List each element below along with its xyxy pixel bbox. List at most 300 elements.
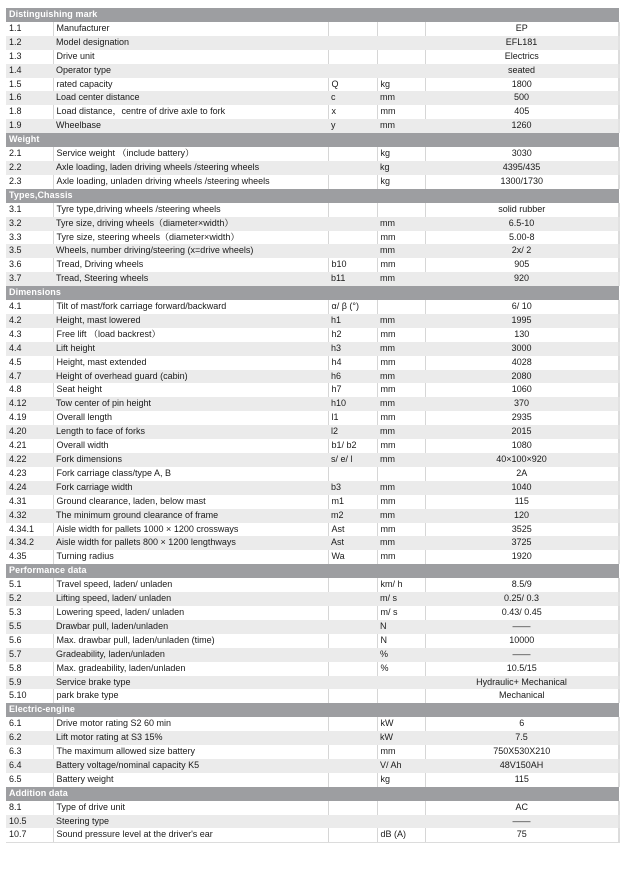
- row-number: 4.12: [6, 397, 53, 411]
- row-symbol: [328, 64, 377, 78]
- row-unit: mm: [377, 231, 425, 245]
- row-value: AC: [425, 801, 619, 815]
- row-unit: mm: [377, 536, 425, 550]
- row-item: Overall length: [53, 411, 328, 425]
- row-unit: mm: [377, 495, 425, 509]
- row-number: 4.7: [6, 370, 53, 384]
- row-item: Axle loading, laden driving wheels /steering wheels: [53, 161, 328, 175]
- row-value: ——: [425, 815, 619, 829]
- table-row: [6, 105, 619, 119]
- row-symbol: [328, 50, 377, 64]
- row-value: 10000: [425, 634, 619, 648]
- table-row: [6, 481, 619, 495]
- row-value: 75: [425, 828, 619, 842]
- row-unit: [377, 689, 425, 703]
- row-symbol: m2: [328, 509, 377, 523]
- row-item: Drawbar pull, laden/unladen: [53, 620, 328, 634]
- row-unit: dB (A): [377, 828, 425, 842]
- row-symbol: [328, 578, 377, 592]
- row-item: Max. gradeability, laden/unladen: [53, 662, 328, 676]
- row-number: 3.1: [6, 203, 53, 217]
- row-item: Turning radius: [53, 550, 328, 564]
- row-unit: mm: [377, 509, 425, 523]
- row-symbol: [328, 244, 377, 258]
- row-number: 1.1: [6, 22, 53, 36]
- row-item: Manufacturer: [53, 22, 328, 36]
- row-symbol: h2: [328, 328, 377, 342]
- row-value: 4028: [425, 356, 619, 370]
- row-symbol: h3: [328, 342, 377, 356]
- row-unit: %: [377, 662, 425, 676]
- row-unit: mm: [377, 453, 425, 467]
- row-symbol: [328, 467, 377, 481]
- row-number: 1.5: [6, 78, 53, 92]
- row-symbol: [328, 828, 377, 842]
- row-number: 5.3: [6, 606, 53, 620]
- row-number: 3.3: [6, 231, 53, 245]
- row-number: 5.5: [6, 620, 53, 634]
- row-symbol: α/ β (°): [328, 300, 377, 314]
- row-value: 1040: [425, 481, 619, 495]
- row-item: Lift height: [53, 342, 328, 356]
- table-row: [6, 161, 619, 175]
- row-unit: [377, 64, 425, 78]
- row-number: 1.8: [6, 105, 53, 119]
- row-unit: kg: [377, 78, 425, 92]
- row-unit: N: [377, 620, 425, 634]
- row-value: seated: [425, 64, 619, 78]
- row-item: Axle loading, unladen driving wheels /steering wheels: [53, 175, 328, 189]
- row-symbol: [328, 606, 377, 620]
- row-number: 1.2: [6, 36, 53, 50]
- table-row: [6, 64, 619, 78]
- row-value: 4395/435: [425, 161, 619, 175]
- table-row: [6, 397, 619, 411]
- row-unit: [377, 36, 425, 50]
- row-number: 1.3: [6, 50, 53, 64]
- row-value: 5.00-8: [425, 231, 619, 245]
- row-unit: N: [377, 634, 425, 648]
- spec-sheet: [6, 8, 619, 843]
- row-item: Drive unit: [53, 50, 328, 64]
- section-title: Electric-engine: [6, 703, 619, 717]
- row-unit: [377, 300, 425, 314]
- row-item: Tread, Steering wheels: [53, 272, 328, 286]
- section-title: Weight: [6, 133, 619, 147]
- row-value: 2A: [425, 467, 619, 481]
- row-unit: mm: [377, 119, 425, 133]
- row-item: park brake type: [53, 689, 328, 703]
- row-item: Tyre size, driving wheels（diameter×width）: [53, 217, 328, 231]
- row-number: 5.2: [6, 592, 53, 606]
- row-value: 905: [425, 258, 619, 272]
- row-item: Sound pressure level at the driver's ear: [53, 828, 328, 842]
- row-symbol: [328, 634, 377, 648]
- table-row: [6, 356, 619, 370]
- row-value: Hydraulic+ Mechanical: [425, 676, 619, 690]
- table-row: [6, 91, 619, 105]
- row-symbol: b11: [328, 272, 377, 286]
- row-unit: kg: [377, 147, 425, 161]
- table-row: [6, 509, 619, 523]
- table-row: [6, 217, 619, 231]
- row-value: 1800: [425, 78, 619, 92]
- table-row: [6, 467, 619, 481]
- row-value: 3030: [425, 147, 619, 161]
- row-number: 6.4: [6, 759, 53, 773]
- row-unit: kW: [377, 717, 425, 731]
- row-value: Mechanical: [425, 689, 619, 703]
- table-row: [6, 328, 619, 342]
- row-number: 4.34.1: [6, 523, 53, 537]
- row-unit: kg: [377, 175, 425, 189]
- table-row: [6, 411, 619, 425]
- row-value: 2x/ 2: [425, 244, 619, 258]
- row-unit: V/ Ah: [377, 759, 425, 773]
- row-number: 6.3: [6, 745, 53, 759]
- row-unit: mm: [377, 439, 425, 453]
- table-row: [6, 606, 619, 620]
- row-number: 4.2: [6, 314, 53, 328]
- table-row: [6, 550, 619, 564]
- row-unit: mm: [377, 411, 425, 425]
- row-unit: [377, 203, 425, 217]
- row-item: Tow center of pin height: [53, 397, 328, 411]
- row-symbol: [328, 759, 377, 773]
- row-number: 4.23: [6, 467, 53, 481]
- row-number: 4.3: [6, 328, 53, 342]
- row-unit: kg: [377, 161, 425, 175]
- row-item: Fork carriage width: [53, 481, 328, 495]
- row-symbol: m1: [328, 495, 377, 509]
- row-symbol: h7: [328, 383, 377, 397]
- row-symbol: h4: [328, 356, 377, 370]
- row-item: Lift motor rating at S3 15%: [53, 731, 328, 745]
- row-item: Wheelbase: [53, 119, 328, 133]
- row-unit: m/ s: [377, 606, 425, 620]
- section-header: [6, 286, 619, 300]
- row-number: 4.21: [6, 439, 53, 453]
- row-value: EFL181: [425, 36, 619, 50]
- section-title: Performance data: [6, 564, 619, 578]
- section-title: Dimensions: [6, 286, 619, 300]
- row-symbol: [328, 662, 377, 676]
- row-value: 8.5/9: [425, 578, 619, 592]
- row-symbol: Ast: [328, 536, 377, 550]
- row-item: Drive motor rating S2 60 min: [53, 717, 328, 731]
- row-value: 7.5: [425, 731, 619, 745]
- row-number: 5.7: [6, 648, 53, 662]
- row-value: 500: [425, 91, 619, 105]
- table-row: [6, 453, 619, 467]
- row-number: 4.19: [6, 411, 53, 425]
- row-item: Fork carriage class/type A, B: [53, 467, 328, 481]
- row-unit: mm: [377, 258, 425, 272]
- row-value: 3000: [425, 342, 619, 356]
- row-symbol: Ast: [328, 523, 377, 537]
- section-title: Types,Chassis: [6, 189, 619, 203]
- row-item: Tyre size, steering wheels（diameter×width）: [53, 231, 328, 245]
- row-symbol: x: [328, 105, 377, 119]
- row-symbol: Q: [328, 78, 377, 92]
- row-unit: kW: [377, 731, 425, 745]
- row-symbol: y: [328, 119, 377, 133]
- table-row: [6, 662, 619, 676]
- table-row: [6, 342, 619, 356]
- row-value: 6: [425, 717, 619, 731]
- row-symbol: [328, 231, 377, 245]
- row-unit: [377, 676, 425, 690]
- row-symbol: c: [328, 91, 377, 105]
- row-symbol: h10: [328, 397, 377, 411]
- row-unit: km/ h: [377, 578, 425, 592]
- table-row: [6, 300, 619, 314]
- row-number: 5.9: [6, 676, 53, 690]
- row-item: The minimum ground clearance of frame: [53, 509, 328, 523]
- table-row: [6, 634, 619, 648]
- row-unit: [377, 815, 425, 829]
- row-number: 2.3: [6, 175, 53, 189]
- row-symbol: [328, 815, 377, 829]
- table-row: [6, 815, 619, 829]
- table-row: [6, 370, 619, 384]
- row-item: Tyre type,driving wheels /steering wheels: [53, 203, 328, 217]
- row-unit: mm: [377, 272, 425, 286]
- row-symbol: [328, 36, 377, 50]
- row-number: 3.6: [6, 258, 53, 272]
- row-value: 115: [425, 773, 619, 787]
- row-number: 4.22: [6, 453, 53, 467]
- row-item: Height, mast lowered: [53, 314, 328, 328]
- row-unit: m/ s: [377, 592, 425, 606]
- table-row: [6, 36, 619, 50]
- row-item: Battery voltage/nominal capacity K5: [53, 759, 328, 773]
- row-number: 5.1: [6, 578, 53, 592]
- row-number: 4.31: [6, 495, 53, 509]
- row-number: 4.24: [6, 481, 53, 495]
- row-symbol: [328, 147, 377, 161]
- row-value: 405: [425, 105, 619, 119]
- row-value: 130: [425, 328, 619, 342]
- row-value: solid rubber: [425, 203, 619, 217]
- row-item: Aisle width for pallets 1000 × 1200 crossways: [53, 523, 328, 537]
- row-value: 6.5-10: [425, 217, 619, 231]
- row-symbol: [328, 175, 377, 189]
- row-unit: mm: [377, 356, 425, 370]
- row-item: Load distance，centre of drive axle to fork: [53, 105, 328, 119]
- row-item: Free lift （load backrest）: [53, 328, 328, 342]
- row-symbol: b1/ b2: [328, 439, 377, 453]
- row-number: 4.35: [6, 550, 53, 564]
- row-value: 40×100×920: [425, 453, 619, 467]
- row-value: 920: [425, 272, 619, 286]
- row-item: Operator type: [53, 64, 328, 78]
- table-row: [6, 773, 619, 787]
- row-number: 4.4: [6, 342, 53, 356]
- table-row: [6, 175, 619, 189]
- table-row: [6, 731, 619, 745]
- row-number: 3.7: [6, 272, 53, 286]
- row-unit: mm: [377, 342, 425, 356]
- table-row: [6, 425, 619, 439]
- row-item: Length to face of forks: [53, 425, 328, 439]
- row-item: Tread, Driving wheels: [53, 258, 328, 272]
- row-unit: mm: [377, 105, 425, 119]
- row-number: 1.6: [6, 91, 53, 105]
- table-row: [6, 676, 619, 690]
- row-value: 6/ 10: [425, 300, 619, 314]
- row-symbol: [328, 203, 377, 217]
- row-unit: mm: [377, 550, 425, 564]
- row-symbol: b10: [328, 258, 377, 272]
- section-title: Addition data: [6, 787, 619, 801]
- row-unit: [377, 801, 425, 815]
- row-symbol: [328, 22, 377, 36]
- row-symbol: [328, 676, 377, 690]
- section-header: [6, 8, 619, 22]
- row-value: 2080: [425, 370, 619, 384]
- row-number: 2.2: [6, 161, 53, 175]
- row-unit: mm: [377, 383, 425, 397]
- row-value: 1260: [425, 119, 619, 133]
- row-value: 3525: [425, 523, 619, 537]
- row-item: Service brake type: [53, 676, 328, 690]
- row-unit: mm: [377, 91, 425, 105]
- row-item: Wheels, number driving/steering (x=drive wheels): [53, 244, 328, 258]
- row-symbol: Wa: [328, 550, 377, 564]
- row-value: 370: [425, 397, 619, 411]
- row-symbol: h6: [328, 370, 377, 384]
- row-item: Battery weight: [53, 773, 328, 787]
- row-unit: [377, 467, 425, 481]
- row-item: Travel speed, laden/ unladen: [53, 578, 328, 592]
- spec-table-body: [6, 8, 619, 843]
- row-number: 5.8: [6, 662, 53, 676]
- row-symbol: h1: [328, 314, 377, 328]
- table-row: [6, 592, 619, 606]
- row-unit: mm: [377, 328, 425, 342]
- row-item: Load center distance: [53, 91, 328, 105]
- row-symbol: [328, 689, 377, 703]
- table-row: [6, 717, 619, 731]
- section-header: [6, 787, 619, 801]
- table-row: [6, 147, 619, 161]
- row-item: Gradeability, laden/unladen: [53, 648, 328, 662]
- row-symbol: l2: [328, 425, 377, 439]
- row-unit: mm: [377, 314, 425, 328]
- row-number: 1.4: [6, 64, 53, 78]
- table-row: [6, 759, 619, 773]
- row-number: 2.1: [6, 147, 53, 161]
- table-row: [6, 648, 619, 662]
- row-value: 115: [425, 495, 619, 509]
- row-item: Overall width: [53, 439, 328, 453]
- table-row: [6, 50, 619, 64]
- row-value: EP: [425, 22, 619, 36]
- row-unit: [377, 50, 425, 64]
- table-row: [6, 578, 619, 592]
- row-unit: kg: [377, 773, 425, 787]
- row-number: 3.5: [6, 244, 53, 258]
- row-value: 10.5/15: [425, 662, 619, 676]
- table-row: [6, 314, 619, 328]
- row-item: Aisle width for pallets 800 × 1200 lengthways: [53, 536, 328, 550]
- row-value: 3725: [425, 536, 619, 550]
- row-item: The maximum allowed size battery: [53, 745, 328, 759]
- section-title: Distinguishing mark: [6, 8, 619, 22]
- row-symbol: [328, 217, 377, 231]
- table-row: [6, 689, 619, 703]
- row-number: 6.1: [6, 717, 53, 731]
- row-value: 1995: [425, 314, 619, 328]
- row-item: Steering type: [53, 815, 328, 829]
- row-item: Tilt of mast/fork carriage forward/backward: [53, 300, 328, 314]
- row-unit: mm: [377, 397, 425, 411]
- row-symbol: b3: [328, 481, 377, 495]
- row-symbol: [328, 620, 377, 634]
- row-symbol: [328, 717, 377, 731]
- row-unit: [377, 22, 425, 36]
- row-number: 4.34.2: [6, 536, 53, 550]
- table-row: [6, 523, 619, 537]
- spec-table: [6, 8, 620, 843]
- row-symbol: l1: [328, 411, 377, 425]
- row-item: Service weight （include battery）: [53, 147, 328, 161]
- row-value: 48V150AH: [425, 759, 619, 773]
- section-header: [6, 189, 619, 203]
- row-unit: mm: [377, 745, 425, 759]
- row-value: 2015: [425, 425, 619, 439]
- row-number: 6.5: [6, 773, 53, 787]
- row-symbol: [328, 745, 377, 759]
- table-row: [6, 828, 619, 842]
- table-row: [6, 745, 619, 759]
- row-number: 4.5: [6, 356, 53, 370]
- row-item: Lifting speed, laden/ unladen: [53, 592, 328, 606]
- row-symbol: [328, 161, 377, 175]
- row-number: 8.1: [6, 801, 53, 815]
- row-item: Height, mast extended: [53, 356, 328, 370]
- row-symbol: [328, 773, 377, 787]
- row-value: 1080: [425, 439, 619, 453]
- row-unit: mm: [377, 244, 425, 258]
- section-header: [6, 133, 619, 147]
- table-row: [6, 439, 619, 453]
- row-value: ——: [425, 620, 619, 634]
- row-item: rated capacity: [53, 78, 328, 92]
- row-unit: mm: [377, 425, 425, 439]
- row-item: Lowering speed, laden/ unladen: [53, 606, 328, 620]
- row-number: 5.6: [6, 634, 53, 648]
- row-number: 10.7: [6, 828, 53, 842]
- table-row: [6, 22, 619, 36]
- row-unit: mm: [377, 217, 425, 231]
- row-value: ——: [425, 648, 619, 662]
- row-number: 4.20: [6, 425, 53, 439]
- row-number: 1.9: [6, 119, 53, 133]
- row-number: 5.10: [6, 689, 53, 703]
- row-number: 3.2: [6, 217, 53, 231]
- row-item: Model designation: [53, 36, 328, 50]
- table-row: [6, 203, 619, 217]
- row-value: 750X530X210: [425, 745, 619, 759]
- section-header: [6, 703, 619, 717]
- row-item: Fork dimensions: [53, 453, 328, 467]
- table-row: [6, 383, 619, 397]
- row-unit: mm: [377, 481, 425, 495]
- row-item: Max. drawbar pull, laden/unladen (time): [53, 634, 328, 648]
- row-value: 120: [425, 509, 619, 523]
